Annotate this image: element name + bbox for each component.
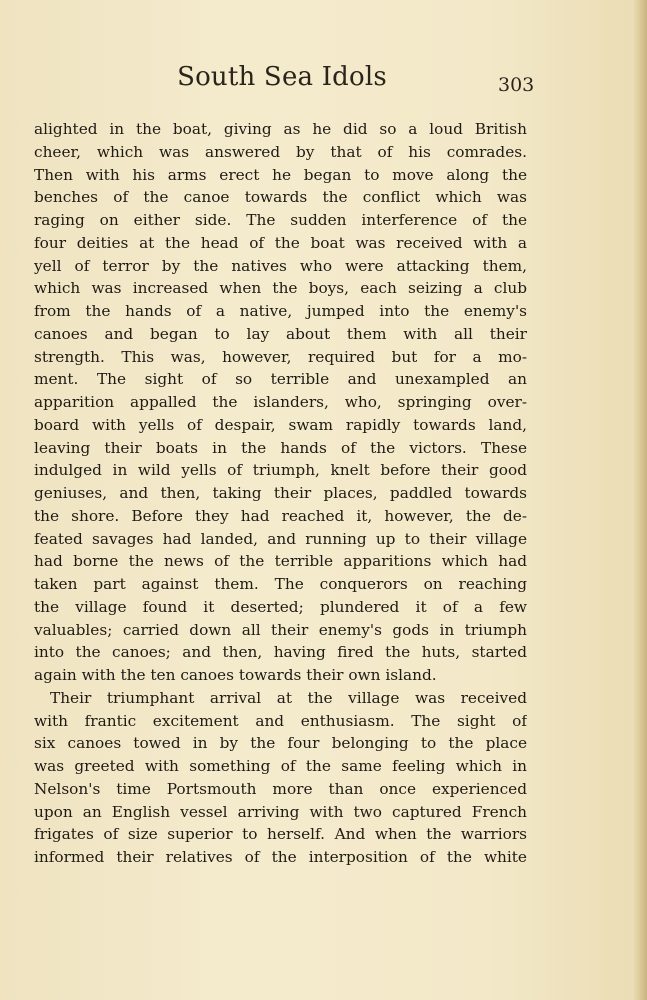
text-line: Nelson's time Portsmouth more than once experienced xyxy=(34,779,527,798)
text-line: informed their relatives of the interposition of the white xyxy=(34,848,527,866)
text-line: from the hands of a native, jumped into the enemy's xyxy=(34,302,527,320)
text-line: taken part against them. The conquerors on reaching xyxy=(34,575,527,593)
text-line: had borne the news of the terrible apparitions which had xyxy=(34,552,527,571)
text-line: Their triumphant arrival at the village was received xyxy=(50,688,527,707)
running-title: South Sea Idols xyxy=(177,62,387,92)
text-line: into the canoes; and then, having fired the huts, started xyxy=(34,643,527,662)
text-line: ment. The sight of so terrible and unexampled an xyxy=(34,370,527,389)
text-line: alighted in the boat, giving as he did so a loud British xyxy=(34,120,527,138)
text-line: again with the ten canoes towards their own island. xyxy=(34,666,437,684)
text-line: valuables; carried down all their enemy's gods in triumph xyxy=(34,620,527,639)
text-line: was greeted with something of the same feeling which in xyxy=(34,757,527,775)
text-line: four deities at the head of the boat was received with a xyxy=(34,233,527,252)
page-number: 303 xyxy=(498,74,535,96)
text-line: raging on either side. The sudden interference of the xyxy=(34,211,527,229)
text-line: benches of the canoe towards the conflict which was xyxy=(34,188,527,207)
text-line: the village found it deserted; plundered it of a few xyxy=(34,597,527,616)
text-line: geniuses, and then, taking their places, paddled towards xyxy=(34,484,527,502)
text-line: which was increased when the boys, each seizing a club xyxy=(34,279,527,298)
text-line: canoes and began to lay about them with all their xyxy=(34,324,527,343)
text-line: Then with his arms erect he began to move along the xyxy=(34,165,527,184)
text-line: frigates of size superior to herself. And when the warriors xyxy=(34,825,527,844)
text-line: yell of terror by the natives who were attacking them, xyxy=(34,256,527,275)
text-line: cheer, which was answered by that of his comrades. xyxy=(34,142,527,161)
text-line: indulged in wild yells of triumph, knelt before their good xyxy=(34,461,527,480)
text-line: feated savages had landed, and running up to their village xyxy=(34,529,527,548)
text-line: leaving their boats in the hands of the victors. These xyxy=(34,438,527,457)
page-header xyxy=(0,62,647,102)
page-edge-shadow xyxy=(633,0,647,1000)
text-line: six canoes towed in by the four belonging to the place xyxy=(34,734,527,753)
text-line: upon an English vessel arriving with two captured French xyxy=(34,802,527,821)
text-line: the shore. Before they had reached it, however, the de- xyxy=(34,506,527,525)
text-line: board with yells of despair, swam rapidly towards land, xyxy=(34,415,527,434)
text-line: with frantic excitement and enthusiasm. The sight of xyxy=(34,711,527,730)
text-line: apparition appalled the islanders, who, springing over- xyxy=(34,393,527,411)
body-text xyxy=(34,118,527,869)
text-line: strength. This was, however, required but for a mo- xyxy=(34,347,527,366)
